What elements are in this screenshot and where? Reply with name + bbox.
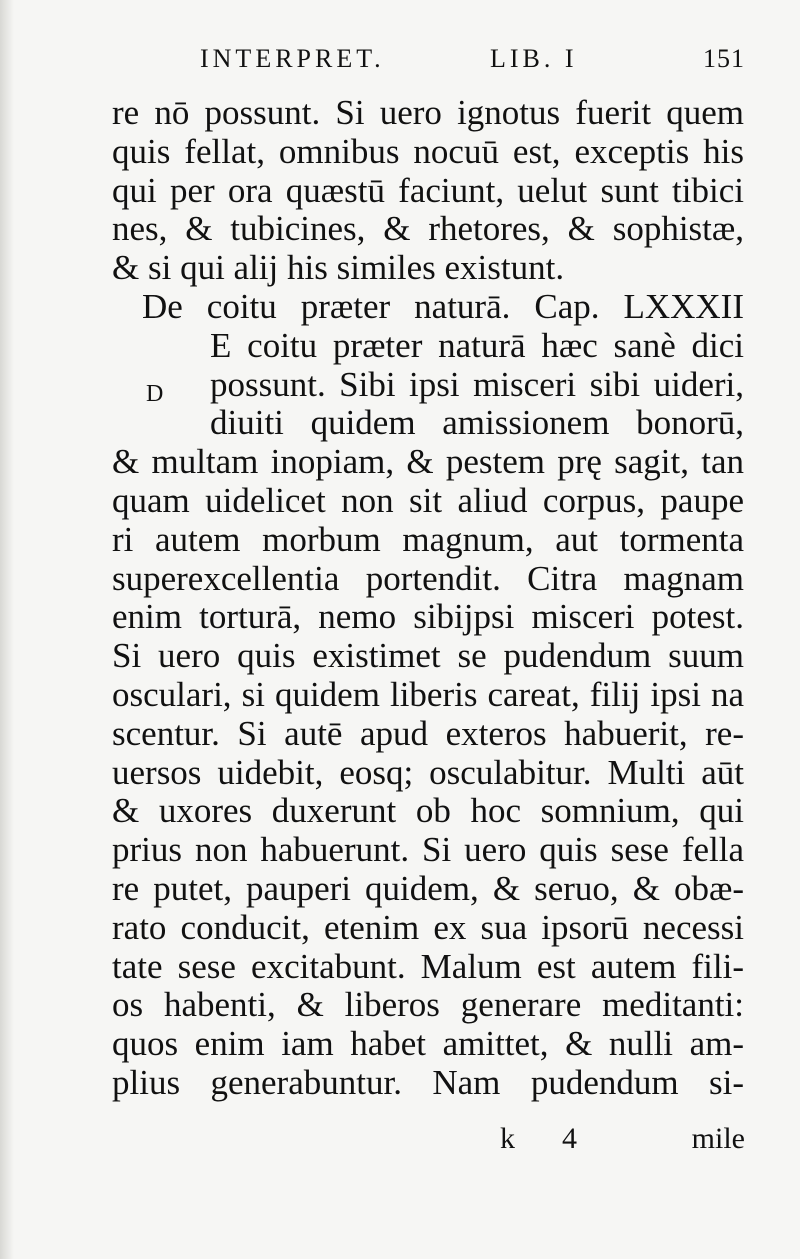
header-book: LIB. I	[490, 44, 578, 73]
text-line: re nō possunt. Si uero ignotus fuerit quem	[112, 93, 744, 132]
text-line: possunt. Sibi ipsi misceri sibi uideri,	[210, 364, 744, 404]
text-line: Si uero quis existimet se pudendum suum	[112, 636, 744, 676]
main-text-block	[112, 94, 744, 1103]
signature-line	[500, 1122, 745, 1162]
text-line: enim torturā, nemo sibijpsi misceri potest.	[112, 597, 744, 637]
text-line: os habenti, & liberos generare meditanti:	[112, 985, 744, 1025]
signature-mark: k	[500, 1122, 515, 1155]
text-line: superexcellentia portendit. Citra magnam	[112, 558, 744, 598]
page-number: 151	[703, 44, 745, 73]
text-line: qui per ora quæstū faciunt, uelut sunt tibici	[112, 170, 744, 210]
text-line: & multam inopiam, & pestem prę sagit, tan	[112, 442, 744, 482]
text-line: quos enim iam habet amittet, & nulli am-	[112, 1024, 744, 1064]
text-line: prius non habuerunt. Si uero quis sese fella	[112, 830, 744, 870]
text-line: E coitu præter naturā hæc sanè dici	[210, 325, 744, 365]
text-line: ri autem morbum magnum, aut tormenta	[112, 519, 744, 559]
text-line: quis fellat, omnibus nocuū est, exceptis his	[112, 131, 744, 171]
text-line: osculari, si quidem liberis careat, filij ipsi na	[112, 674, 744, 714]
text-line: diuiti quidem amissionem bonorū,	[210, 403, 744, 443]
text-line: re putet, pauperi quidem, & seruo, & obæ-	[112, 868, 744, 908]
text-line: quam uidelicet non sit aliud corpus, paupe	[112, 480, 744, 520]
text-line: scentur. Si autē apud exteros habuerit, re-	[112, 713, 744, 753]
catchword: mile	[691, 1122, 745, 1155]
text-line: uersos uidebit, eosq; osculabitur. Multi aūt	[112, 752, 744, 792]
signature-number: 4	[562, 1122, 577, 1155]
margin-note: D	[146, 381, 165, 407]
running-header	[200, 44, 745, 80]
header-title: INTERPRET.	[200, 44, 385, 73]
text-line: & uxores duxerunt ob hoc somnium, qui	[112, 791, 744, 831]
chapter-heading: De coitu præter naturā. Cap. LXXXII	[142, 286, 744, 326]
text-line: nes, & tubicines, & rhetores, & sophistæ,	[112, 209, 744, 249]
text-line: tate sese excitabunt. Malum est autem fili-	[112, 946, 744, 986]
text-line: plius generabuntur. Nam pudendum si-	[112, 1062, 744, 1102]
text-line: & si qui alij his similes existunt.	[112, 248, 565, 288]
text-line: rato conducit, etenim ex sua ipsorū necessi	[112, 907, 744, 947]
